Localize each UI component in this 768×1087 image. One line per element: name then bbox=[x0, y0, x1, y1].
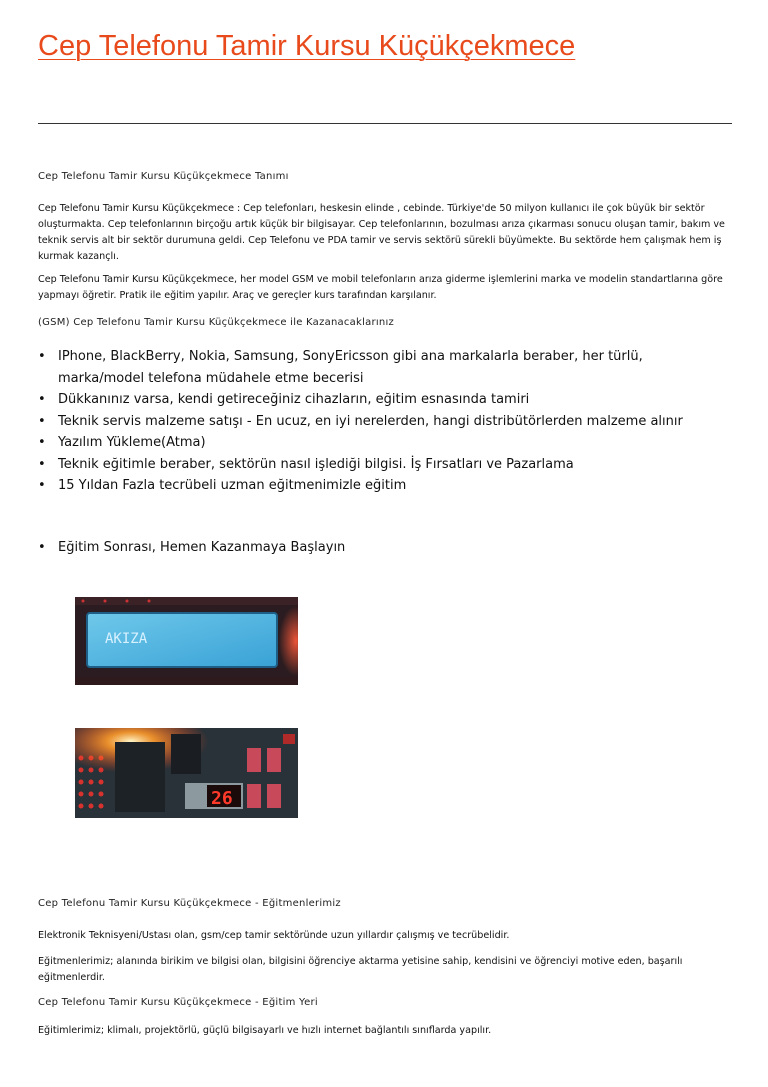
section-heading-location: Cep Telefonu Tamir Kursu Küçükçekmece - Eğitim Yeri bbox=[38, 997, 318, 1008]
paragraph-course: Cep Telefonu Tamir Kursu Küçükçekmece, her model GSM ve mobil telefonların arıza giderme işlemlerini marka ve modelin standartlarına göre yapmayı öğretir. Pratik ile eğitim yapılır. Araç ve gereçler kurs tarafından karşılanır. bbox=[38, 274, 723, 301]
document-body-lower bbox=[38, 897, 728, 1046]
lcd-text: AKIZA bbox=[105, 631, 148, 647]
section-heading-benefits: (GSM) Cep Telefonu Tamir Kursu Küçükçekmece ile Kazanacaklarınız bbox=[38, 317, 394, 328]
earn-list bbox=[38, 537, 728, 559]
paragraph-instructors-1: Elektronik Teknisyeni/Ustası olan, gsm/cep tamir sektöründe uzun yıllardır çalışmış ve tecrübelidir. bbox=[38, 930, 510, 941]
title-divider bbox=[38, 123, 732, 124]
paragraph-intro: Cep Telefonu Tamir Kursu Küçükçekmece : Cep telefonları, heskesin elinde , cebinde. Türkiye'de 50 milyon kullanıcı ile çok büyük bir sektör oluşturmakta. Cep telefonlarının birçoğu artık küçük bir bilgisayar. Cep telefonlarının, bozulması arıza çıkarması sonucu oluşan tamir, bakım ve teknik servis alt bir sektör durumuna geldi. Cep Telefonu ve PDA tamir ve servis sektörü sürekli büyümekte. Bu sektörde hem çalışmak hem iş kurmak kazançlı. bbox=[38, 203, 725, 262]
list-item: • Teknik eğitimle beraber, sektörün nasıl işlediği bilgisi. İş Fırsatları ve Pazarlama bbox=[38, 454, 728, 476]
list-item: • 15 Yıldan Fazla tecrübeli uzman eğitmenimizle eğitim bbox=[38, 475, 728, 497]
paragraph-instructors-2: Eğitmenlerimiz; alanında birikim ve bilgisi olan, bilgisini öğrenciye aktarma yetisine sahip, kendisini ve öğrenciyi motive eden, başarılı eğitmenlerdir. bbox=[38, 956, 683, 983]
list-item: • Teknik servis malzeme satışı - En ucuz, en iyi nerelerden, hangi distribütörlerden malzeme alınır bbox=[38, 411, 728, 433]
section-heading-instructors: Cep Telefonu Tamir Kursu Küçükçekmece - Eğitmenlerimiz bbox=[38, 898, 341, 909]
circuit-board-photo bbox=[75, 728, 298, 818]
page-title: Cep Telefonu Tamir Kursu Küçükçekmece bbox=[38, 30, 576, 62]
list-item: • IPhone, BlackBerry, Nokia, Samsung, SonyEricsson gibi ana markalarla beraber, her türlü, marka/model telefona müdahele etme becerisi bbox=[38, 346, 728, 389]
list-item: • Yazılım Yükleme(Atma) bbox=[38, 432, 728, 454]
lcd-display-photo bbox=[75, 597, 298, 685]
segment-display-text: 26 bbox=[211, 788, 233, 809]
section-heading-definition: Cep Telefonu Tamir Kursu Küçükçekmece Tanımı bbox=[38, 171, 289, 182]
list-item: • Eğitim Sonrası, Hemen Kazanmaya Başlayın bbox=[38, 537, 728, 559]
document-body bbox=[38, 170, 728, 558]
benefits-list bbox=[38, 346, 728, 497]
list-item: • Dükkanınız varsa, kendi getireceğiniz cihazların, eğitim esnasında tamiri bbox=[38, 389, 728, 411]
paragraph-location: Eğitimlerimiz; klimalı, projektörlü, güçlü bilgisayarlı ve hızlı internet bağlantılı sınıflarda yapılır. bbox=[38, 1025, 492, 1036]
